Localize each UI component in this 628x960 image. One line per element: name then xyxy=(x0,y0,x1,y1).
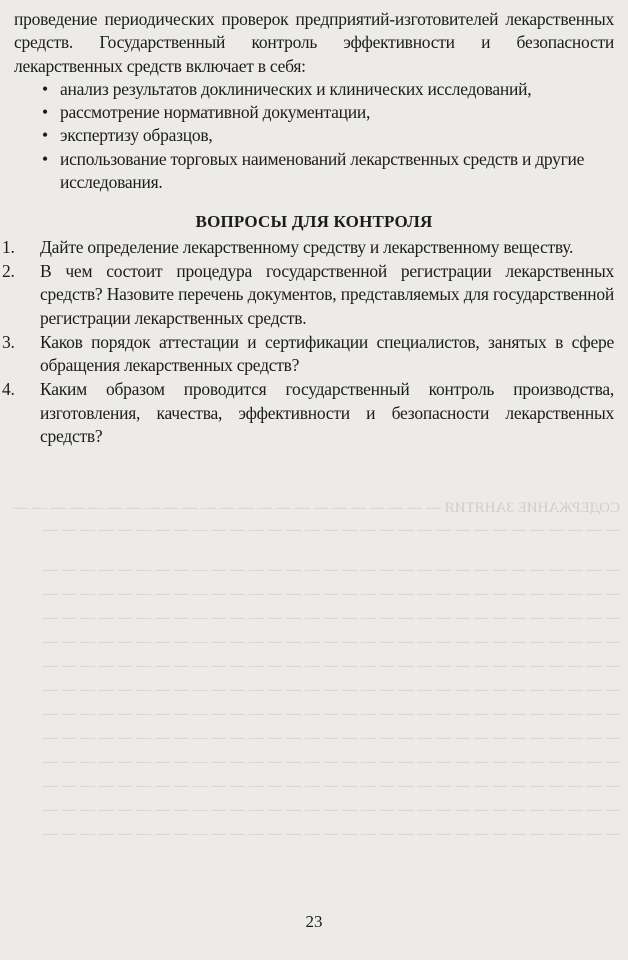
question-number: 1. xyxy=(2,236,15,257)
bullet-text: анализ результатов доклинических и клинических исследований, xyxy=(60,78,532,99)
question-number: 4. xyxy=(2,379,15,400)
bullet-icon: • xyxy=(42,102,48,123)
question-item xyxy=(2,331,614,378)
intro-paragraph: проведение периодических проверок предприятий-изготовителей лекарственных средств. Государственный контроль эффективности и безопасности лекарственных средств включает в себя: xyxy=(14,9,614,76)
question-text: Дайте определение лекарственному средству и лекарственному веществу. xyxy=(40,236,574,257)
bullet-item xyxy=(14,124,614,147)
bullet-icon: • xyxy=(42,78,48,99)
show-through-background: СОДЕРЖАНИЕ ЗАНЯТИЯ — — — — — — — — — — — — — — — — — — — — — — — — — — — — — — — — — — — — — — — — — — — — — — — — — — — — — — — — — — — — — — — — — — — — — — — — — — — — — — — — — — — — — — — — — — — — — — — — — — — — — — — — — — — — — — — — — — — — — — — — — — — — — — — — — — — — — — — — — — — — — — — — — — — — — — — — — — — — — — — — — — — — — — — — — — — — — — — — — — — — — — — — — — — — — — — — — — — — — — — — — — — — — — — — — — — — — — — — — — — — — — — — — — — — — — — — — — — — — — — — — — — — — — — — — — — — — — — — — — — — — — — — — — — — — — — — — — — — — — — — — — — — — — — — — — — — — — — — — — — — — — — — — — — — — — — — — — — — — — — — — — — — — — — — — — — — — — — — — — — — — — — — — — — — — — — — — — — — — — — — — — — — — — — — — — — — — — — — — — — — — — — — — — — — — — — — — — — — — — — — — — — — — — — — — — — — — — — — — — — — — — — — — — xyxy=(13,500,620,842)
question-number: 3. xyxy=(2,331,15,352)
bullet-item xyxy=(14,148,614,195)
bullet-item xyxy=(14,78,614,101)
question-item xyxy=(2,260,614,330)
bullet-icon: • xyxy=(42,148,48,169)
bullet-text: использование торговых наименований лекарственных средств и другие исследования. xyxy=(60,148,585,193)
bullet-list xyxy=(14,78,614,194)
bullet-text: рассмотрение нормативной документации, xyxy=(60,102,371,123)
page-number: 23 xyxy=(305,912,323,931)
question-item xyxy=(2,236,614,259)
question-number: 2. xyxy=(2,260,15,281)
bullet-icon: • xyxy=(42,125,48,146)
questions-list xyxy=(2,236,614,449)
section-heading: ВОПРОСЫ ДЛЯ КОНТРОЛЯ xyxy=(195,212,433,232)
question-text: Каков порядок аттестации и сертификации специалистов, занятых в сфере обращения лекарственных средств? xyxy=(40,331,614,376)
bullet-item xyxy=(14,101,614,124)
question-text: Каким образом проводится государственный контроль производства, изготовления, качества, эффективности и безопасности лекарственных средств? xyxy=(40,379,614,447)
page-content xyxy=(2,8,614,449)
question-item xyxy=(2,378,614,448)
question-text: В чем состоит процедура государственной регистрации лекарственных средств? Назовите перечень документов, представляемых для государственной регистрации лекарственных средств. xyxy=(40,260,614,328)
bullet-text: экспертизу образцов, xyxy=(60,125,213,146)
